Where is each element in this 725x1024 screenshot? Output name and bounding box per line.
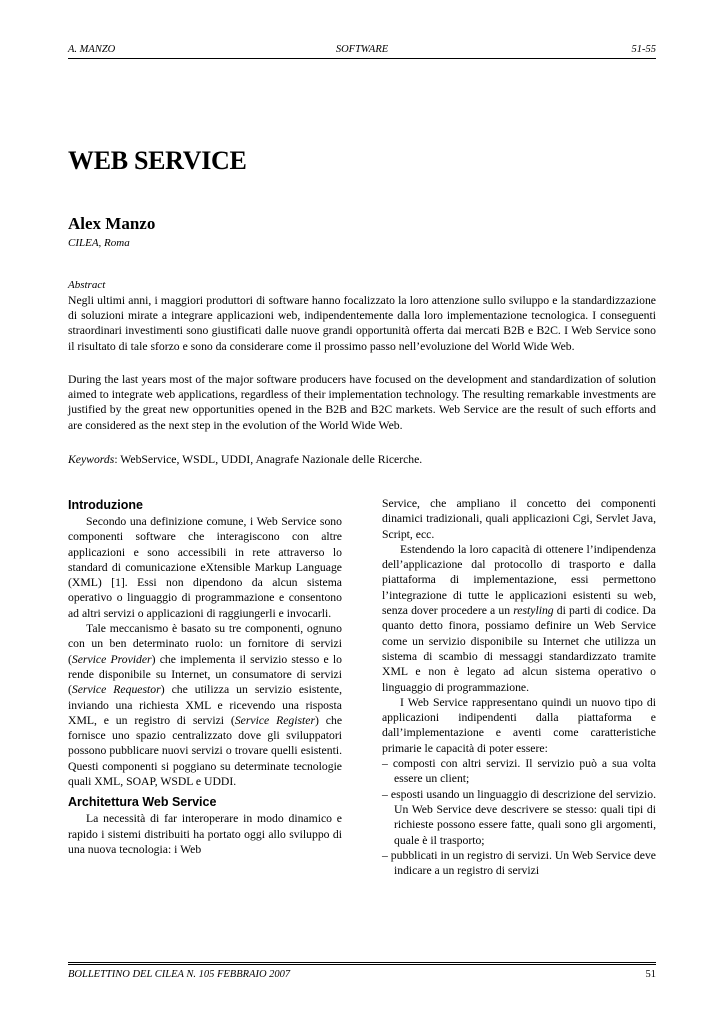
abstract-label: Abstract [68,279,106,291]
paragraph: La necessità di far interoperare in modo dinamico e rapido i sistemi distribuiti ha portato oggi allo sviluppo di una nuova tecnologia: i Web [68,812,342,856]
page-number: 51 [645,969,656,980]
term-service-provider: Service Provider [71,652,152,666]
keywords [68,452,656,467]
footer-journal: BOLLETTINO DEL CILEA N. 105 FEBBRAIO 2007 [68,969,291,980]
running-header [68,40,656,59]
text-run: ) che utilizza un servizio esistente, inviando una richiesta XML e ricevendo una risposta XML, e un registro di servizi ( [68,683,343,727]
section-heading-architettura: Architettura Web Service [68,795,217,810]
paragraph: Service, che ampliano il concetto dei componenti dinamici tradizionali, quali applicazioni Cgi, Servlet Java, Script, ecc. [382,497,656,541]
text-run: ) che fornisce uno spazio centralizzato dove gli sviluppatori possono pubblicare nuovi servizi o trovare quelli esistenti. Questi componenti si poggiano su determinate tecnologie quali XML, SOAP, WSDL e UDDI. [68,713,343,789]
author-name: Alex Manzo [68,214,156,233]
term-service-register: Service Register [234,713,316,727]
header-pages: 51-55 [631,44,656,55]
text-run: Estendendo la loro capacità di ottenere l’indipendenza dell’applicazione dal protocollo di trasporto e dalla piattaforma di implementazione, essi permettono l’integrazione di tutte le applicazioni esistenti su web, senza dover procedere a un [382,542,656,618]
header-section: SOFTWARE [335,44,389,55]
paragraph [68,621,342,789]
running-footer [68,962,656,983]
section-heading-introduzione: Introduzione [68,498,143,512]
term-restyling: restyling [513,604,554,618]
article-title: WEB SERVICE [68,146,247,175]
right-column [382,496,656,878]
list-item: – esposti usando un linguaggio di descrizione del servizio. Un Web Service deve descrivere se stesso: quali tipi di richieste possono essere fatte, quali sono gli argomenti, quale è il trasporto; [382,787,656,847]
text-run: di parti di codice. Da quanto detto finora, possiamo definire un Web Service come un servizio disponibile su Internet che utilizza un sistema di scambio di messaggi standardizzato tramite XML e non è legato ad alcun sistema operativo o linguaggio di programmazione. [382,604,656,694]
abstract-english: During the last years most of the major software producers have focused on the development and standardization of solution aimed to integrate web applications, regardless of their implementation technology. The resulting remarkable investments are justified by the great new opportunities opened in the B2B and B2C markets. Web Service are the result of such efforts and are considered as the next step in the evolution of the World Wide Web. [68,373,656,432]
list-item: – composti con altri servizi. Il servizio può a sua volta essere un client; [382,757,656,786]
capabilities-list [382,756,656,878]
text-run: ) che implementa il servizio stesso e lo rende disponibile su Internet, un consumatore di servizi ( [68,652,342,697]
abstract-italian: Negli ultimi anni, i maggiori produttori di software hanno focalizzato la loro attenzione sullo sviluppo e la standardizzazione di soluzioni mirate a integrare applicazioni web, indipendentemente dalla loro implementazione tecnologica. I conseguenti straordinari investimenti sono giustificati dalle nuove grandi opportunità offerta dai mercati B2B e B2C. I Web Service sono il risultato di tale sforzo e sono da considerare come il prossimo passo nell’evoluzione del World Wide Web. [68,294,656,353]
paragraph: I Web Service rappresentano quindi un nuovo tipo di applicazioni indipendenti dalla piattaforma e dall’implementazione e aventi come caratteristiche primarie le capacità di poter essere: [382,695,656,755]
left-column [68,496,342,857]
term-service-requestor: Service Requestor [71,683,161,697]
keywords-list: : WebService, WSDL, UDDI, Anagrafe Nazionale delle Ricerche. [114,453,423,466]
text-run: Tale meccanismo è basato su tre componenti, ognuno con un ben determinato ruolo: un fornitore di servizi ( [68,622,342,666]
keywords-label: Keywords [68,453,115,466]
author-affiliation: CILEA, Roma [68,237,130,249]
paragraph: Secondo una definizione comune, i Web Service sono componenti software che interagiscono con altre applicazioni e sono accessibili in rete attraverso lo standard di comunicazione eXtensible Markup Language (XML) [1]. Essi non dipendono da alcun sistema operativo o linguaggio di programmazione e consentono ad altri servizi o applicazioni di raggiungerli e invocarli. [68,515,342,620]
list-item: – pubblicati in un registro di servizi. Un Web Service deve indicare a un registro di servizi [382,848,656,878]
paragraph [382,542,656,695]
header-author: A. MANZO [68,44,116,55]
